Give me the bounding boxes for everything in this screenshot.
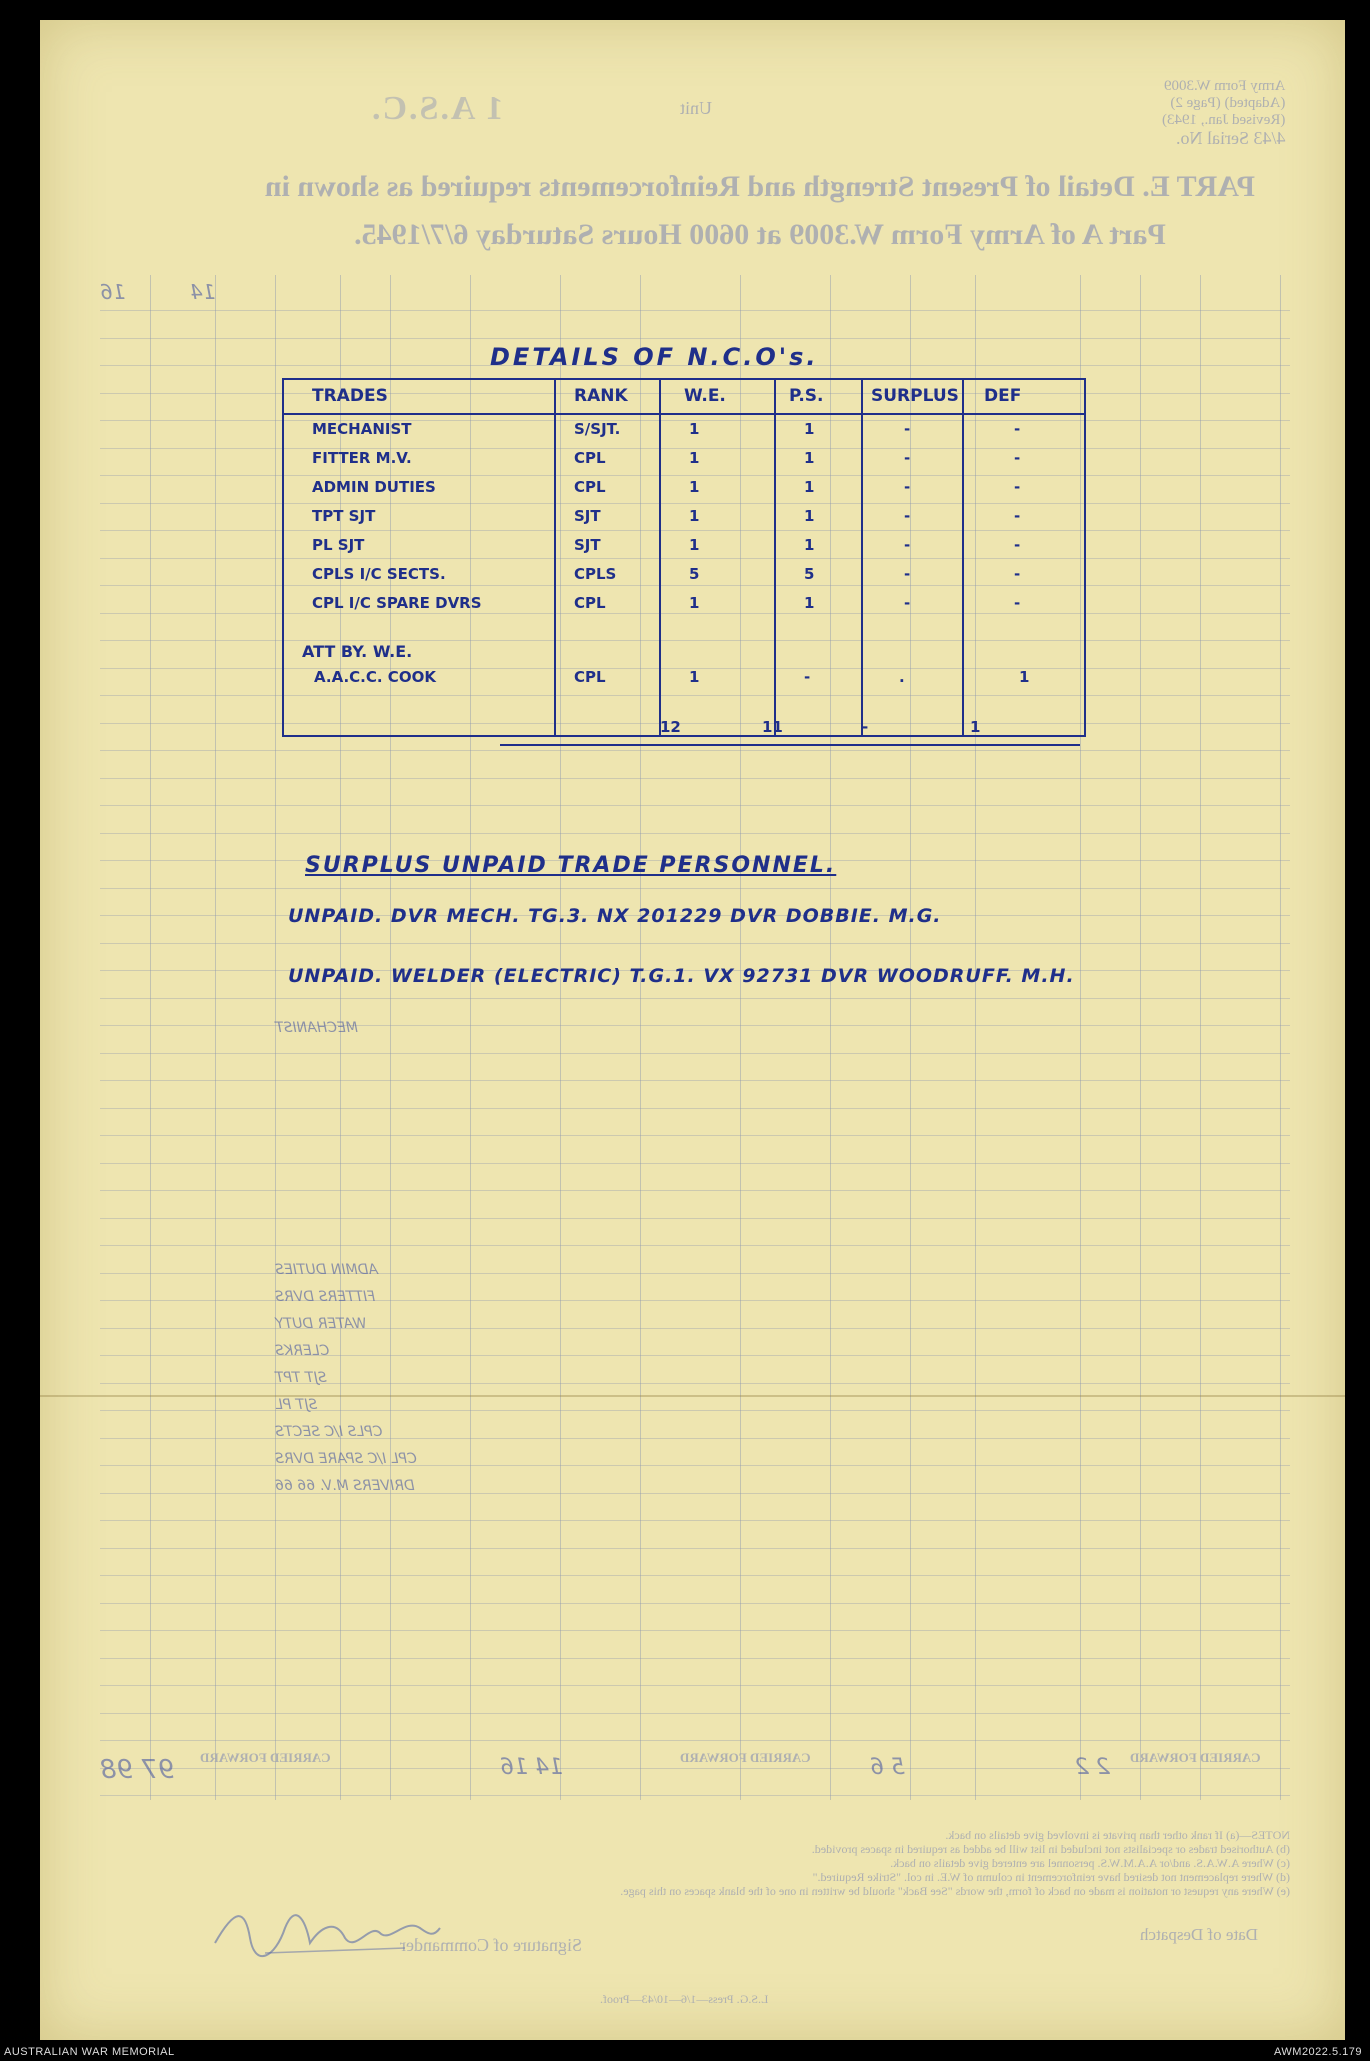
cell-def: - — [1014, 565, 1021, 583]
cell-ps: 1 — [804, 507, 815, 525]
cell-we: 1 — [689, 420, 700, 438]
header-trades: TRADES — [312, 386, 388, 406]
grid-row-line — [100, 1740, 1290, 1741]
cell-ps: 1 — [804, 536, 815, 554]
cell-surplus: - — [904, 536, 911, 554]
grid-row-line — [100, 888, 1290, 889]
attached-label: ATT BY. W.E. — [302, 642, 413, 661]
header-rank: RANK — [574, 386, 628, 406]
faint-entry: DRIVERS M.V. 66 66 — [275, 1478, 415, 1494]
cell-we: 5 — [689, 565, 700, 583]
grid-row-line — [100, 1163, 1290, 1164]
grid-row-line — [100, 1135, 1290, 1136]
signature-label: Signature of Commander — [400, 1935, 582, 1955]
cell-rank: CPLS — [574, 565, 617, 583]
form-notes: NOTES—(a) If rank other than private is involved give details on back. (b) Authorised trades or specialists not included in list will be added as required in spaces provided. (c) Where A.W.A.S. and/or A.A.M.W.S. personnel are entered give details on back. (d) Where replacement not desired have reinforcement in column of W.E. in col. "Strike Required." (e) Where any request or notation is made on back of form, the words "See Back" should be written in one of the blank spaces on this page. — [620, 1828, 1290, 1898]
cell-def: - — [1014, 449, 1021, 467]
cell-ps: 1 — [804, 420, 815, 438]
unit-stamp: 1 A.S.C. — [370, 90, 504, 127]
header-ps: P.S. — [789, 386, 824, 406]
grid-row-line — [100, 1575, 1290, 1576]
unpaid-line-1: UNPAID. DVR MECH. TG.3. NX 201229 DVR DOBBIE. M.G. — [288, 905, 942, 927]
printer-footer: L.S.G. Press—1/6—10/43—Proof. — [600, 1992, 769, 2006]
cell-trade: TPT SJT — [312, 507, 376, 525]
form-identifier: Army Form W.3009 (Adapted) (Page 2) (Revised Jan., 1943) — [1161, 78, 1285, 128]
grid-row-line — [100, 1190, 1290, 1191]
cell-surplus: - — [904, 594, 911, 612]
header-we: W.E. — [684, 386, 726, 406]
unpaid-line-2: UNPAID. WELDER (ELECTRIC) T.G.1. VX 92731 DVR WOODRUFF. M.H. — [288, 965, 1075, 987]
commander-signature — [205, 1898, 445, 1968]
faint-entry: ADMIN DUTIES — [275, 1262, 378, 1278]
faint-entry: CLERKS — [275, 1343, 330, 1359]
faint-entry: SJT PL — [275, 1397, 318, 1413]
cell-ps: 1 — [804, 594, 815, 612]
grid-column-line — [150, 275, 151, 1800]
cell-we: 1 — [689, 536, 700, 554]
faint-entry: FITTERS DVRS — [275, 1289, 376, 1305]
faint-entry: CPL I/C SPARE DVRS — [275, 1451, 417, 1467]
cell-ps: 5 — [804, 565, 815, 583]
header-surplus: SURPLUS — [871, 386, 959, 406]
grid-row-line — [100, 1053, 1290, 1054]
unit-label: Unit — [680, 98, 713, 118]
grid-row-line — [100, 943, 1290, 944]
form-title-line-2: Part A of Army Form W.3009 at 0600 Hours Saturday 6/7/1945. — [354, 218, 1166, 251]
grid-row-line — [100, 1768, 1290, 1769]
faint-entry: WATER DUTY — [275, 1316, 367, 1332]
cell-trade: CPLS I/C SECTS. — [312, 565, 446, 583]
grid-row-line — [100, 998, 1290, 999]
nco-table-title: DETAILS OF N.C.O's. — [490, 343, 819, 371]
carried-forward-mid: CARRIED FORWARD — [680, 1750, 811, 1765]
surplus-unpaid-title: SURPLUS UNPAID TRADE PERSONNEL. — [305, 853, 837, 878]
grid-row-line — [100, 1603, 1290, 1604]
grid-row-line — [100, 1713, 1290, 1714]
grid-row-line — [100, 1630, 1290, 1631]
cell-we: 1 — [689, 478, 700, 496]
carried-forward-left: CARRIED FORWARD — [200, 1750, 331, 1765]
grid-row-line — [100, 1658, 1290, 1659]
archive-reference: AWM2022.5.179 — [1273, 2046, 1362, 2058]
cell-def: - — [1014, 420, 1021, 438]
grid-row-line — [100, 750, 1290, 751]
carried-forward-right: CARRIED FORWARD — [1130, 1750, 1261, 1765]
grid-row-line — [100, 805, 1290, 806]
cell-rank: SJT — [574, 536, 601, 554]
grid-row-line — [100, 1795, 1290, 1796]
faint-entry: CPLS I/C SECTS — [275, 1424, 383, 1440]
total-we: 12 — [660, 718, 681, 736]
cell-def: - — [1014, 478, 1021, 496]
header-def: DEF — [984, 386, 1022, 406]
cell-surplus: - — [904, 478, 911, 496]
grid-row-line — [100, 310, 1290, 311]
carried-right-total: 2 2 — [1075, 1755, 1110, 1780]
grid-row-line — [100, 338, 1290, 339]
cell-surplus: - — [904, 507, 911, 525]
serial-number: 4/43 Serial No. — [1175, 128, 1285, 148]
grid-row-line — [100, 1080, 1290, 1081]
cell-trade: CPL I/C SPARE DVRS — [312, 594, 482, 612]
carried-mid-b: 5 6 — [870, 1755, 905, 1780]
faint-count-top: 16 — [100, 280, 126, 304]
total-ps: 11 — [762, 718, 783, 736]
cell-rank: S/SJT. — [574, 420, 621, 438]
paper-fold — [40, 1395, 1345, 1397]
cell-ps: 1 — [804, 449, 815, 467]
cell-we: 1 — [689, 507, 700, 525]
grid-row-line — [100, 1108, 1290, 1109]
grid-column-line — [1200, 275, 1201, 1800]
nco-totals-row — [500, 710, 1080, 746]
cell-surplus: - — [904, 420, 911, 438]
carried-left-total: 97 98 — [100, 1755, 175, 1785]
cell-trade: FITTER M.V. — [312, 449, 412, 467]
grid-row-line — [100, 778, 1290, 779]
cell-trade: MECHANIST — [312, 420, 412, 438]
cell-ps: 1 — [804, 478, 815, 496]
date-of-despatch-label: Date of Despatch — [1140, 1925, 1259, 1944]
cell-surplus: - — [904, 565, 911, 583]
cell-surplus: - — [904, 449, 911, 467]
grid-row-line — [100, 1685, 1290, 1686]
cell-we: 1 — [689, 449, 700, 467]
cell-rank: CPL — [574, 449, 606, 467]
grid-row-line — [100, 1218, 1290, 1219]
cell-trade: PL SJT — [312, 536, 365, 554]
grid-row-line — [100, 1548, 1290, 1549]
document-page — [40, 20, 1345, 2040]
grid-column-line — [1280, 275, 1281, 1800]
grid-row-line — [100, 1520, 1290, 1521]
cell-def: - — [1014, 536, 1021, 554]
grid-row-line — [100, 1245, 1290, 1246]
cell-trade: ADMIN DUTIES — [312, 478, 436, 496]
cell-rank: SJT — [574, 507, 601, 525]
cell-def: - — [1014, 507, 1021, 525]
grid-column-line — [215, 275, 216, 1800]
grid-row-line — [100, 833, 1290, 834]
faint-entry: MECHANIST — [275, 1020, 358, 1036]
cell-def: - — [1014, 594, 1021, 612]
grid-column-line — [275, 275, 276, 1800]
cell-rank: CPL — [574, 478, 606, 496]
nco-table: TRADES RANK W.E. P.S. SURPLUS DEF MECHANIST S/SJT. 1 1 - - FITTER M.V. CPL 1 1 - - ADMIN DUTIES CPL 1 1 - - TPT SJT SJT 1 1 - - PL SJT SJT 1 1 - - CPLS I/C SECTS. CPLS 5 5 - - CPL I/C SPARE DVRS CPL 1 1 - - ATT BY. W.E. A.A.C.C. COOK CPL 1 - . 1 — [282, 378, 1086, 737]
total-surplus: - — [862, 718, 869, 736]
cell-we: 1 — [689, 594, 700, 612]
archive-credit: AUSTRALIAN WAR MEMORIAL — [4, 2046, 175, 2058]
faint-count-mid: 14 — [190, 280, 216, 304]
form-title-line-1: PART E. Detail of Present Strength and Reinforcements required as shown in — [264, 170, 1256, 203]
total-def: 1 — [970, 718, 981, 736]
grid-column-line — [1140, 275, 1141, 1800]
carried-mid-a: 14 16 — [500, 1755, 563, 1780]
cell-rank: CPL — [574, 594, 606, 612]
faint-entry: SJT TPT — [275, 1370, 327, 1386]
